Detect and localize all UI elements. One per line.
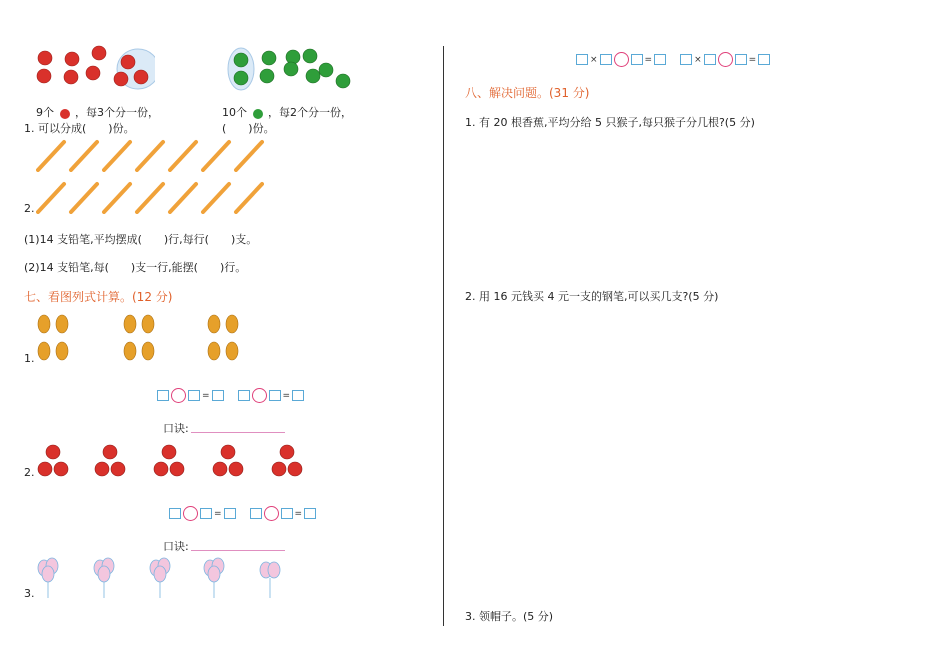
operator-circle[interactable]	[252, 388, 267, 403]
koujue-label-1: 口诀:	[163, 422, 189, 435]
operator-circle[interactable]	[264, 506, 279, 521]
pepper-caption: 10个 ，每2个分一份，	[222, 106, 352, 119]
answer-box[interactable]	[224, 508, 236, 519]
answer-box[interactable]	[238, 390, 250, 401]
answer-box[interactable]	[576, 54, 588, 65]
koujue-label-2: 口诀:	[163, 540, 189, 553]
s7-q3-label: 3.	[24, 587, 35, 600]
problem-3: 3. 领帽子。(5 分)	[465, 610, 554, 623]
tomato-icon	[58, 107, 72, 119]
section-7-title: 七、看图列式计算。(12 分)	[24, 290, 173, 304]
answer-box[interactable]	[169, 508, 181, 519]
s7-q1-label: 1.	[24, 352, 35, 365]
answer-box[interactable]	[212, 390, 224, 401]
answer-box[interactable]	[281, 508, 293, 519]
q2-label: 2.	[24, 202, 35, 215]
pepper-icon	[251, 107, 265, 119]
s7-equation-1: = =	[157, 388, 304, 403]
answer-box[interactable]	[250, 508, 262, 519]
s7-q2-label: 2.	[24, 466, 35, 479]
problem-1: 1. 有 20 根香蕉,平均分给 5 只猴子,每只猴子分几根?(5 分)	[465, 116, 755, 129]
pepper-group	[225, 44, 355, 94]
problem-2: 2. 用 16 元钱买 4 元一支的钢笔,可以买几支?(5 分)	[465, 290, 719, 303]
answer-box[interactable]	[704, 54, 716, 65]
q1-answer-b: ( )份。	[222, 122, 275, 135]
operator-circle[interactable]	[183, 506, 198, 521]
answer-box[interactable]	[631, 54, 643, 65]
answer-box[interactable]	[758, 54, 770, 65]
section-8-title: 八、解决问题。(31 分)	[465, 86, 590, 100]
tomato-group	[30, 44, 155, 94]
answer-box[interactable]	[680, 54, 692, 65]
koujue-line-2[interactable]	[191, 550, 285, 551]
pencil-row-2	[36, 180, 264, 214]
answer-box[interactable]	[188, 390, 200, 401]
apple-groups	[36, 442, 306, 484]
q2-line-2: (2)14 支铅笔,每( )支一行,能摆( )行。	[24, 261, 247, 274]
answer-box[interactable]	[200, 508, 212, 519]
answer-box[interactable]	[269, 390, 281, 401]
q1-answer-a: 1. 可以分成( )份。	[24, 122, 135, 135]
tomato-caption: 9个 ，每3个分一份，	[36, 106, 159, 119]
operator-circle[interactable]	[171, 388, 186, 403]
operator-circle[interactable]	[614, 52, 629, 67]
column-divider	[443, 46, 444, 626]
pineapple-groups	[34, 308, 249, 370]
operator-circle[interactable]	[718, 52, 733, 67]
koujue-line-1[interactable]	[191, 432, 285, 433]
answer-box[interactable]	[157, 390, 169, 401]
answer-box[interactable]	[735, 54, 747, 65]
q2-line-1: (1)14 支铅笔,平均摆成( )行,每行( )支。	[24, 233, 258, 246]
answer-box[interactable]	[600, 54, 612, 65]
s7-equation-2: = =	[169, 506, 316, 521]
answer-box[interactable]	[304, 508, 316, 519]
top-equation-row: × = × =	[576, 52, 770, 67]
balloon-groups	[34, 556, 290, 604]
pencil-row-1	[36, 138, 264, 172]
answer-box[interactable]	[654, 54, 666, 65]
answer-box[interactable]	[292, 390, 304, 401]
